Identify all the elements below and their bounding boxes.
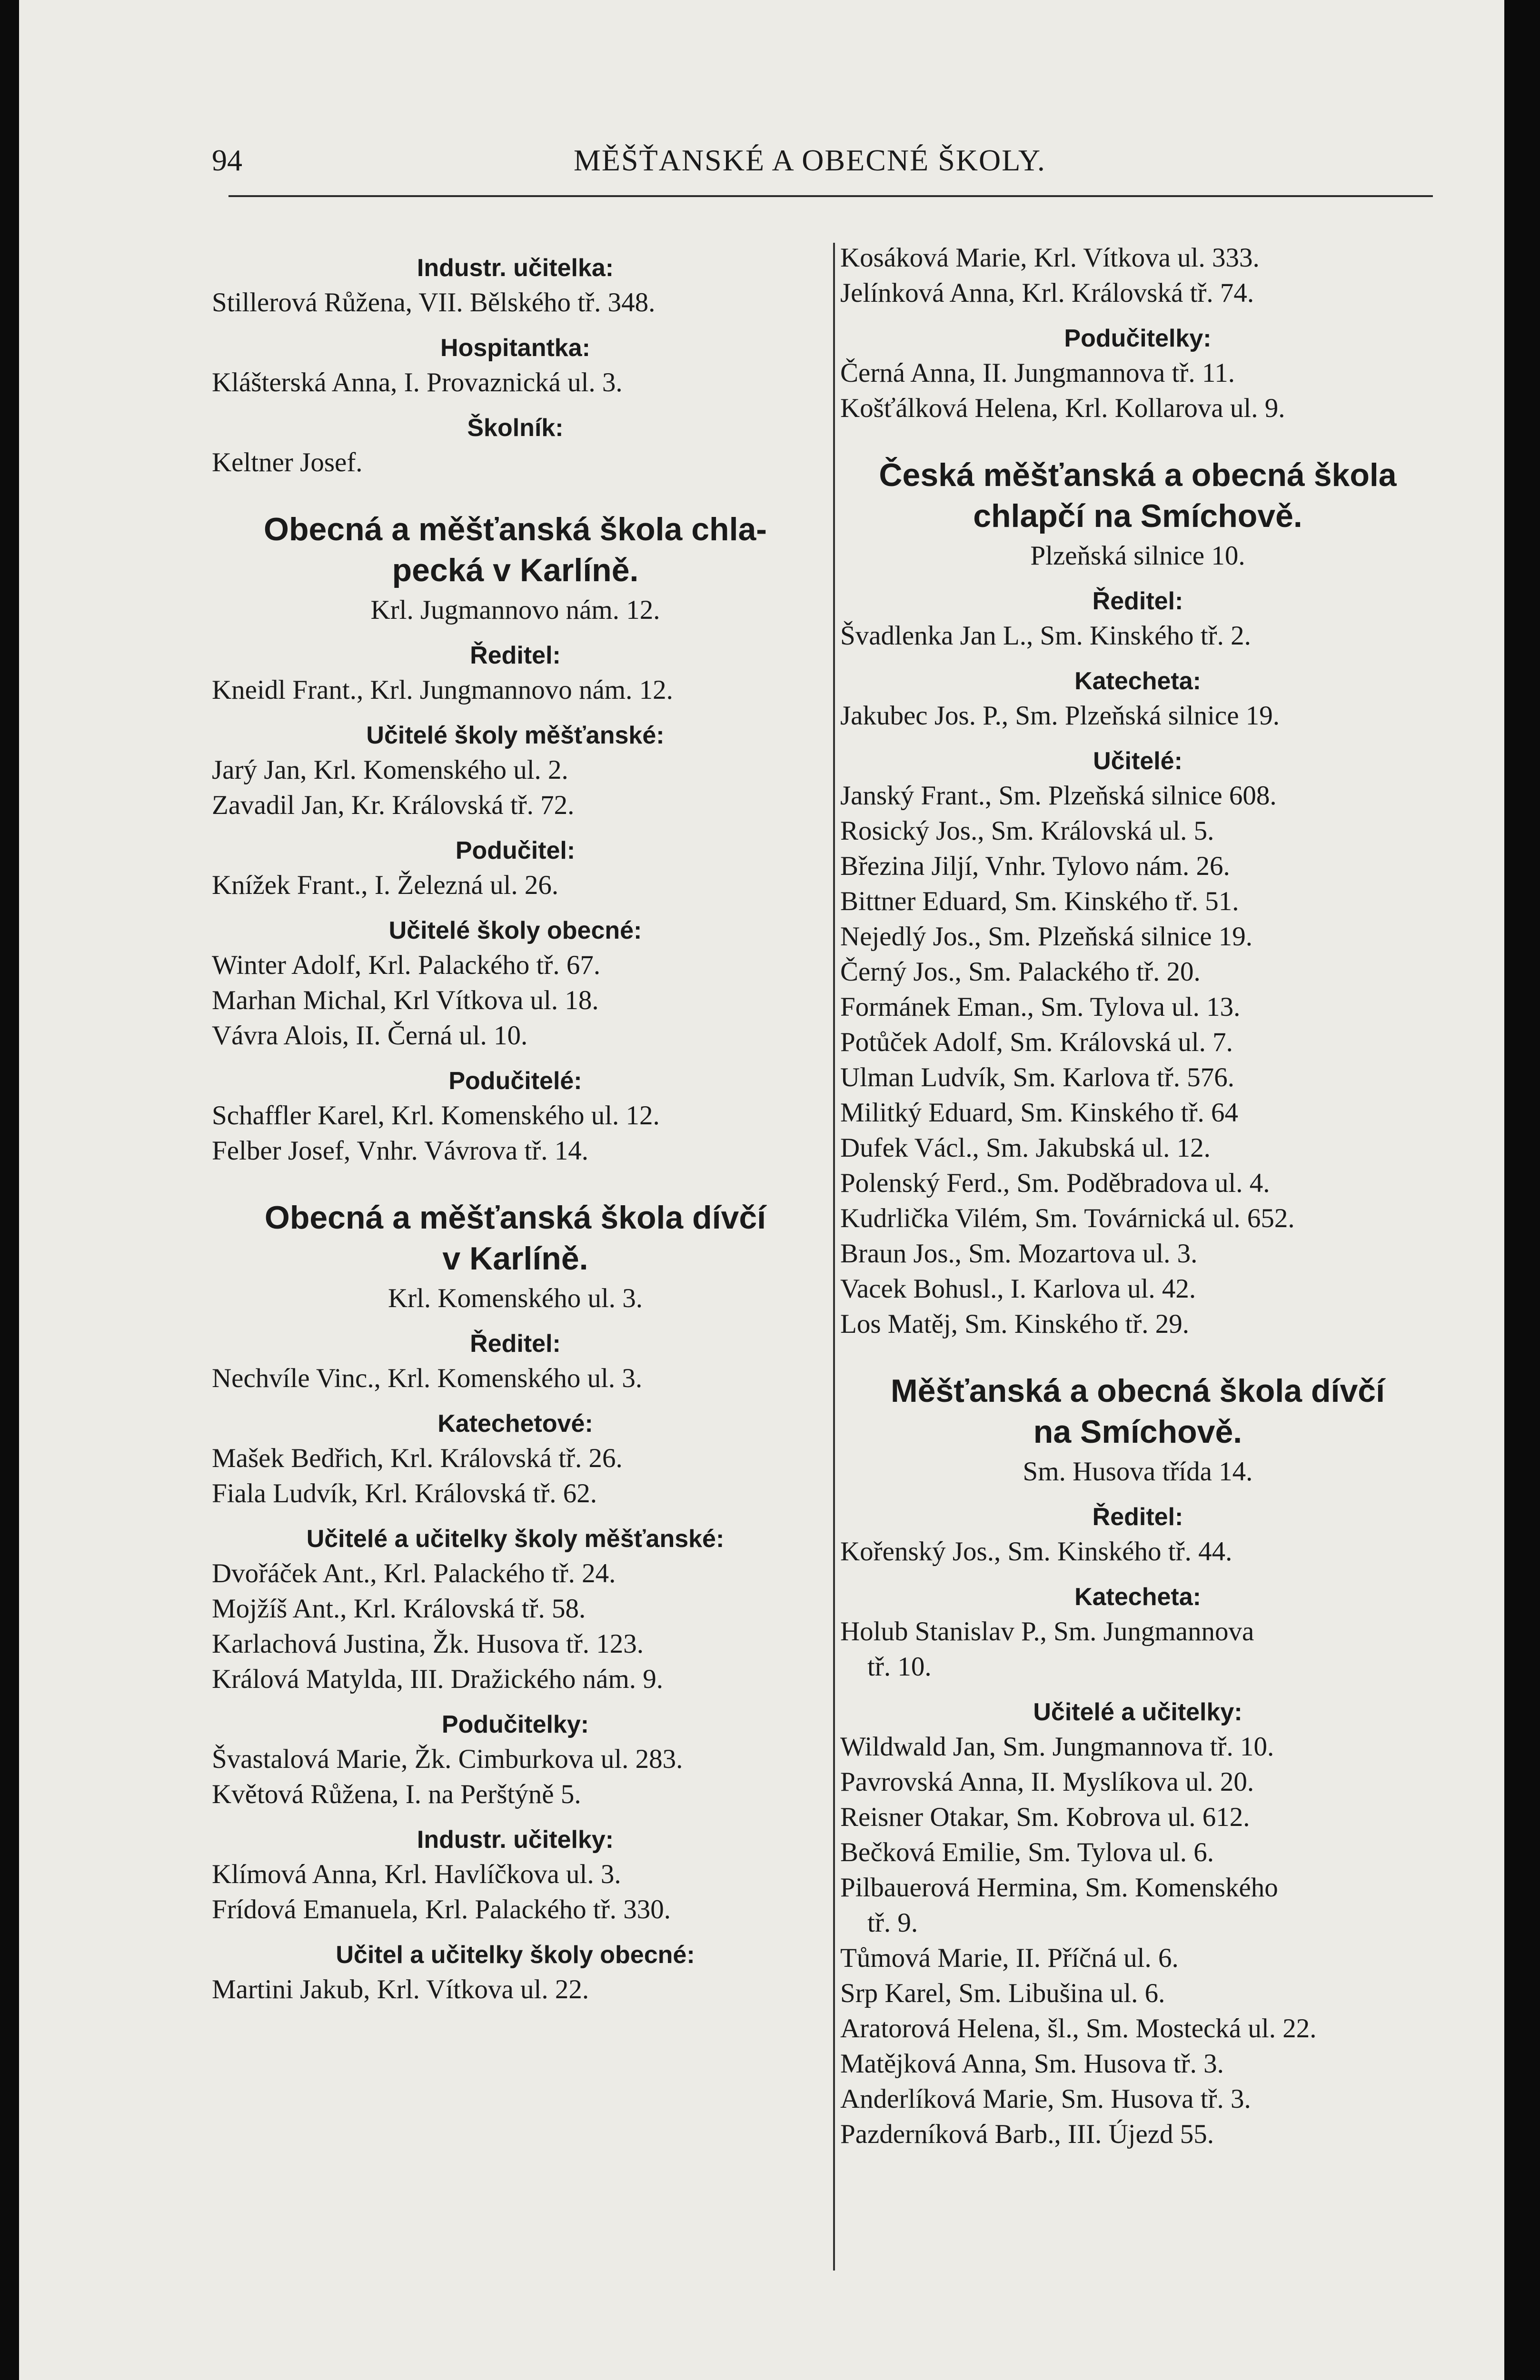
- person-entry: Ulman Ludvík, Sm. Karlova tř. 576.: [840, 1062, 1234, 1092]
- person-entry: Bečková Emilie, Sm. Tylova ul. 6.: [840, 1837, 1214, 1867]
- role-label: Katecheta:: [1074, 1583, 1201, 1611]
- person-entry: Jakubec Jos. P., Sm. Plzeňská silnice 19.: [840, 701, 1280, 731]
- person-entry: Klímová Anna, Krl. Havlíčkova ul. 3.: [212, 1859, 621, 1889]
- role-label: Ředitel:: [470, 1330, 561, 1358]
- role-label: Podučitelky:: [1064, 325, 1212, 352]
- person-entry: Winter Adolf, Krl. Palackého tř. 67.: [212, 950, 601, 980]
- person-entry: Los Matěj, Sm. Kinského tř. 29.: [840, 1309, 1190, 1339]
- role-label: Ředitel:: [1092, 587, 1183, 615]
- school-section: [212, 509, 819, 1169]
- page-number: 94: [212, 143, 242, 177]
- person-entry: Martini Jakub, Krl. Vítkova ul. 22.: [212, 1974, 589, 2004]
- school-heading: Česká měšťanská a obecná škola chlapčí na Smíchově.: [879, 457, 1397, 534]
- person-entry: Bittner Eduard, Sm. Kinského tř. 51.: [840, 886, 1239, 916]
- document-page: [19, 0, 1504, 2380]
- person-entry: Aratorová Helena, šl., Sm. Mostecká ul. 22.: [840, 2013, 1317, 2043]
- person-entry: Fiala Ludvík, Krl. Královská tř. 62.: [212, 1478, 597, 1508]
- person-entry: Mašek Bedřich, Krl. Královská tř. 26.: [212, 1443, 623, 1473]
- role-label: Ředitel:: [470, 642, 561, 669]
- person-entry: Švadlenka Jan L., Sm. Kinského tř. 2.: [840, 621, 1251, 651]
- role-label: Industr. učitelky:: [417, 1826, 614, 1854]
- role-label: Učitel a učitelky školy obecné:: [336, 1941, 695, 1969]
- person-entry: Pazderníková Barb., III. Újezd 55.: [840, 2119, 1214, 2149]
- person-entry: Knížek Frant., I. Železná ul. 26.: [212, 870, 559, 900]
- running-header: MĚŠŤANSKÉ A OBECNÉ ŠKOLY.: [574, 143, 1046, 177]
- column-divider: [833, 243, 835, 2271]
- person-entry: Jelínková Anna, Krl. Královská tř. 74.: [840, 278, 1254, 308]
- person-entry: Jarý Jan, Krl. Komenského ul. 2.: [212, 755, 568, 785]
- role-label: Industr. učitelka:: [417, 254, 614, 282]
- person-entry: Vacek Bohusl., I. Karlova ul. 42.: [840, 1274, 1196, 1304]
- person-entry: Wildwald Jan, Sm. Jungmannova tř. 10.: [840, 1732, 1274, 1762]
- person-entry: Vávra Alois, II. Černá ul. 10.: [212, 1021, 528, 1051]
- person-entry: Schaffler Karel, Krl. Komenského ul. 12.: [212, 1101, 660, 1130]
- person-entry: Pavrovská Anna, II. Myslíkova ul. 20.: [840, 1767, 1254, 1797]
- role-label: Učitelé a učitelky:: [1033, 1698, 1242, 1726]
- role-label: Podučitel:: [455, 837, 576, 864]
- role-label: Katechetové:: [437, 1410, 593, 1438]
- school-address: Krl. Komenského ul. 3.: [387, 1283, 643, 1313]
- person-entry: Anderlíková Marie, Sm. Husova tř. 3.: [840, 2084, 1251, 2114]
- school-section: [840, 1370, 1435, 2152]
- person-entry: Klášterská Anna, I. Provaznická ul. 3.: [212, 367, 623, 397]
- school-address: Sm. Husova třída 14.: [1023, 1457, 1253, 1487]
- person-entry: Nechvíle Vinc., Krl. Komenského ul. 3.: [212, 1363, 643, 1393]
- person-entry: Dufek Václ., Sm. Jakubská ul. 12.: [840, 1133, 1211, 1163]
- person-entry: Tůmová Marie, II. Příčná ul. 6.: [840, 1943, 1179, 1973]
- person-entry: Králová Matylda, III. Dražického nám. 9.: [212, 1664, 664, 1694]
- role-label: Učitelé školy obecné:: [388, 917, 642, 944]
- person-entry: Frídová Emanuela, Krl. Palackého tř. 330.: [212, 1894, 671, 1924]
- person-entry: Janský Frant., Sm. Plzeňská silnice 608.: [840, 781, 1277, 811]
- role-label: Ředitel:: [1092, 1503, 1183, 1531]
- left-column: [212, 240, 819, 2007]
- person-entry: Kneidl Frant., Krl. Jungmannovo nám. 12.: [212, 675, 673, 705]
- person-entry: Kosáková Marie, Krl. Vítkova ul. 333.: [840, 243, 1260, 273]
- school-heading: Obecná a měšťanská škola dívčí v Karlíně.: [264, 1200, 766, 1277]
- role-label: Katecheta:: [1074, 667, 1201, 695]
- school-section: [212, 1197, 819, 2007]
- person-entry: Karlachová Justina, Žk. Husova tř. 123.: [212, 1629, 644, 1659]
- person-entry: Švastalová Marie, Žk. Cimburkova ul. 283.: [212, 1744, 683, 1774]
- role-label: Učitelé:: [1093, 747, 1182, 775]
- person-entry: Polenský Ferd., Sm. Poděbradova ul. 4.: [840, 1168, 1270, 1198]
- school-section: [840, 240, 1435, 426]
- role-label: Učitelé školy měšťanské:: [366, 722, 665, 749]
- person-entry: Keltner Josef.: [212, 447, 363, 477]
- person-entry: Dvořáček Ant., Krl. Palackého tř. 24.: [212, 1558, 616, 1588]
- scan-border: [1504, 0, 1540, 2380]
- school-heading: Obecná a měšťanská škola chla- pecká v Karlíně.: [264, 511, 767, 588]
- header-rule: [229, 195, 1433, 197]
- person-entry: Braun Jos., Sm. Mozartova ul. 3.: [840, 1239, 1198, 1269]
- role-label: Učitelé a učitelky školy měšťanské:: [306, 1525, 725, 1553]
- person-entry: Zavadil Jan, Kr. Královská tř. 72.: [212, 790, 575, 820]
- role-label: Podučitelé:: [448, 1067, 582, 1095]
- right-column: [840, 240, 1435, 2152]
- role-label: Hospitantka:: [440, 334, 590, 362]
- person-entry: Holub Stanislav P., Sm. Jungmannova tř. 10.: [840, 1616, 1254, 1682]
- person-entry: Březina Jiljí, Vnhr. Tylovo nám. 26.: [840, 851, 1230, 881]
- person-entry: Formánek Eman., Sm. Tylova ul. 13.: [840, 992, 1241, 1022]
- role-label: Školník:: [467, 414, 564, 442]
- person-entry: Černý Jos., Sm. Palackého tř. 20.: [840, 957, 1201, 987]
- person-entry: Košťálková Helena, Krl. Kollarova ul. 9.: [840, 393, 1285, 423]
- school-section: [840, 455, 1435, 1342]
- person-entry: Mojžíš Ant., Krl. Královská tř. 58.: [212, 1594, 586, 1624]
- person-entry: Srp Karel, Sm. Libušina ul. 6.: [840, 1978, 1165, 2008]
- school-address: Krl. Jugmannovo nám. 12.: [370, 595, 660, 625]
- person-entry: Marhan Michal, Krl Vítkova ul. 18.: [212, 985, 599, 1015]
- person-entry: Nejedlý Jos., Sm. Plzeňská silnice 19.: [840, 922, 1252, 952]
- person-entry: Militký Eduard, Sm. Kinského tř. 64: [840, 1098, 1238, 1128]
- person-entry: Felber Josef, Vnhr. Vávrova tř. 14.: [212, 1136, 589, 1166]
- person-entry: Matějková Anna, Sm. Husova tř. 3.: [840, 2049, 1224, 2079]
- person-entry: Rosický Jos., Sm. Královská ul. 5.: [840, 816, 1214, 846]
- person-entry: Potůček Adolf, Sm. Královská ul. 7.: [840, 1027, 1233, 1057]
- person-entry: Kudrlička Vilém, Sm. Továrnická ul. 652.: [840, 1203, 1295, 1233]
- school-address: Plzeňská silnice 10.: [1030, 541, 1245, 571]
- person-entry: Kořenský Jos., Sm. Kinského tř. 44.: [840, 1537, 1232, 1567]
- person-entry: Pilbauerová Hermina, Sm. Komenského tř. 9.: [840, 1873, 1278, 1938]
- person-entry: Stillerová Růžena, VII. Bělského tř. 348.: [212, 288, 656, 317]
- person-entry: Černá Anna, II. Jungmannova tř. 11.: [840, 358, 1235, 388]
- person-entry: Květová Růžena, I. na Perštýně 5.: [212, 1779, 581, 1809]
- school-section: [212, 251, 819, 480]
- school-heading: Měšťanská a obecná škola dívčí na Smíchově.: [891, 1373, 1385, 1450]
- person-entry: Reisner Otakar, Sm. Kobrova ul. 612.: [840, 1802, 1250, 1832]
- role-label: Podučitelky:: [441, 1711, 589, 1738]
